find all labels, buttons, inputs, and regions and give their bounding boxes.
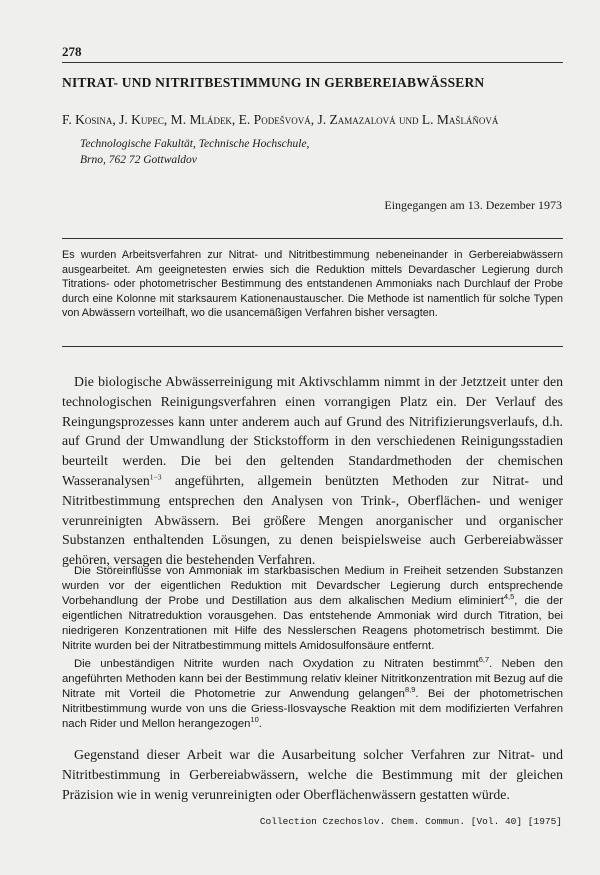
header-rule — [62, 62, 563, 63]
citation-ref: 6,7 — [478, 655, 490, 665]
small-paragraph-1 — [62, 564, 563, 654]
small-text-2b: . Neben den angeführten Methoden kann bei der Bestimmung relativ kleiner Nitritkonzentration mit Bezug auf die Nitrate mit Vorteil die Photometrie zur Anwendung gelangen — [62, 658, 563, 700]
small-text-1b: , die der eigentlichen Nitratreduktion vorausgehen. Das entstehende Ammoniak wird durch Titration, bei niedrigeren Konzentrationen mit Hilfe des Nesslerschen Reagens photometrisch bestimmt. Die Nitrite wurden bei der Nitratbestimmung mittels Amidosulfonsäure entfernt. — [62, 595, 563, 652]
citation-ref: 10 — [250, 715, 259, 725]
small-text-2d: . — [258, 718, 262, 730]
intro-text-b: angeführten, allgemein benützten Methoden zur Nitrat- und Nitritbestimmung entsprechen den Analysen von Trink-, Oberflächen- und weniger verunreinigten Abwässern. Bei größere Mengen anorganischer und organischer Substanzen enthaltenden Lösungen, zu denen beispielsweise auch Gerbereiabwässer gehören, versagen die bestehenden Verfahren. — [62, 472, 563, 568]
received-date: Eingegangen am 13. Dezember 1973 — [384, 198, 562, 212]
small-print-section — [62, 564, 563, 735]
intro-paragraph — [62, 372, 563, 570]
closing-paragraph — [62, 745, 563, 805]
intro-text-a: Die biologische Abwässerreinigung mit Aktivschlamm nimmt in der Jetztzeit unter den technologischen Reinigungsverfahren einen vorrangigen Platz ein. Der Verlauf des Reingungsprozesses kann unter anderem auch auf Grund des Nitrifizierungsverlaufs, d.h. auf Grund der Umwandlung der Stickstofform in den verschiedenen Reinigungsstadien beurteilt werden. Die bei den geltenden Standardmethoden der chemischen Wasseranalysen — [62, 374, 563, 488]
abstract-top-rule — [62, 238, 563, 239]
affiliation-line-1: Technologische Fakultät, Technische Hochschule, — [80, 138, 310, 150]
journal-citation: Collection Czechoslov. Chem. Commun. [Vol. 40] [1975] — [259, 816, 562, 827]
small-text-2a: Die unbeständigen Nitrite wurden nach Oxydation zu Nitraten bestimmt — [74, 658, 479, 670]
citation-ref: 1−3 — [149, 472, 162, 482]
abstract-bottom-rule — [62, 346, 563, 347]
small-text-2c: . Bei der photometrischen Nitritbestimmung wurde von uns die Griess-Ilosvaysche Reaktion mit dem modifizierten Verfahren nach Rider und Mellon herangezogen — [62, 688, 563, 730]
abstract-text: Es wurden Arbeitsverfahren zur Nitrat- und Nitritbestimmung nebeneinander in Gerbereiabwässern ausgearbeitet. Am geeignetesten erwies sich die Reduktion mittels Devardascher Legierung durch Titrations- oder photometrischer Bestimmung des entstandenen Ammoniaks nach Durchlauf der Probe durch eine Kolonne mit starksaurem Kationenaustauscher. Die Methode ist namentlich für solche Typen von Abwässern vorteilhaft, wo die usancemäßigen Verfahren bisher versagten. — [62, 249, 563, 319]
citation-ref: 8,9 — [404, 685, 416, 695]
citation-ref: 4,5 — [503, 592, 515, 602]
article-title: NITRAT- UND NITRITBESTIMMUNG IN GERBEREIABWÄSSERN — [62, 75, 485, 90]
author-list: F. Kosina, J. Kupec, M. Mládek, E. Podešvová, J. Zamazalová und L. Mašláňová — [62, 112, 499, 127]
page-number: 278 — [62, 44, 82, 59]
affiliation-line-2: Brno, 762 72 Gottwaldov — [80, 154, 197, 166]
small-paragraph-2 — [62, 657, 563, 732]
closing-text: Gegenstand dieser Arbeit war die Ausarbeitung solcher Verfahren zur Nitrat- und Nitritbestimmung in Gerbereiabwässern, welche die Bestimmung mit der gleichen Präzision wie in wenig verunreinigten oder Oberflächenwässern gestatten würde. — [62, 747, 563, 802]
affiliation — [80, 136, 309, 168]
small-text-1a: Die Störeinflüsse von Ammoniak im starkbasischen Medium in Freiheit setzenden Substanzen wurden vor der eigentlichen Reduktion mit Devardscher Legierung durch entsprechende Vorbehandlung der Probe und Destillation aus dem alkalischen Medium eliminiert — [62, 565, 563, 607]
